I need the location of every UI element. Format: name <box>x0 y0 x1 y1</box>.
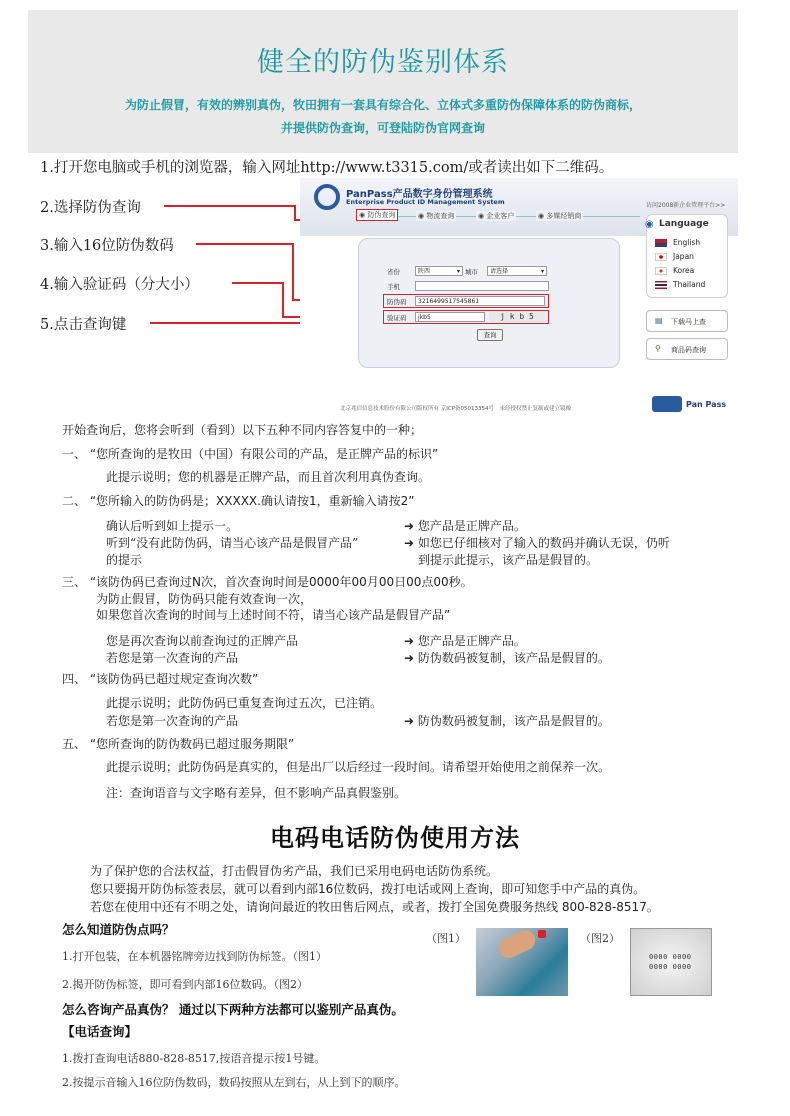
panpass-brand: PanPass产品数字身份管理系统 <box>346 189 493 200</box>
phone-step-1: 1.拨打查询电话880-828-8517,按语音提示按1号键。 <box>62 1052 326 1065</box>
lang-japan[interactable]: Japan <box>673 252 694 261</box>
panpass-footer-text: Pan Pass <box>686 400 727 409</box>
step-3: 3.输入16位防伪数码 <box>40 238 174 254</box>
fig2-code-line-2: 0000 0000 <box>649 963 692 971</box>
result-1-title: 一、 “您所查询的是牧田（中国）有限公司的产品，是正牌产品的标识” <box>62 447 439 461</box>
result-4-title: 四、 “该防伪码已超过规定查询次数” <box>62 672 259 686</box>
query-form <box>358 238 620 368</box>
figure-1-image <box>476 928 568 996</box>
label-red-mark <box>538 930 546 938</box>
section-2-p2: 您只要揭开防伪标签表层，就可以看到内部16位数码，拨打电话或网上查询，即可知您手中产品的真伪。 <box>90 882 646 896</box>
city-label: 城市 <box>465 268 478 276</box>
result-3-line-3: 如果您首次查询的时间与上述时间不符，请当心该产品是假冒产品” <box>96 608 451 622</box>
nav-tab-label: 物流查询 <box>426 212 455 220</box>
download-icon: ▤ <box>655 316 663 325</box>
pointer-vline-2 <box>294 205 296 219</box>
download-button-label: 下载马上查 <box>671 318 706 326</box>
province-value: 陕西 <box>418 268 431 275</box>
province-select[interactable] <box>415 266 463 276</box>
japan-flag-icon <box>655 253 667 261</box>
captcha-image: j k b 5 <box>489 311 545 322</box>
nav-tab-label: 防伪查询 <box>367 211 396 219</box>
download-button[interactable] <box>646 310 728 332</box>
code-label: 防伪码 <box>387 298 407 306</box>
panpass-footer-logo-icon <box>652 396 682 412</box>
step-s1: 1.打开包装，在本机器铭牌旁边找到防伪标签。（图1） <box>62 950 327 963</box>
header-banner <box>28 10 738 153</box>
pointer-line-3 <box>196 243 292 245</box>
visit-link[interactable]: 访问2008新企业管理平台>> <box>646 202 726 209</box>
page-title: 健全的防伪鉴别体系 <box>257 47 509 78</box>
nav-tab-logistics[interactable]: ◉ 物流查询 <box>418 212 455 220</box>
nav-tab-label: 企业客户 <box>486 212 515 220</box>
figure-2-image <box>630 928 712 996</box>
result-3-a-right: ➜ 您产品是正牌产品。 <box>404 634 526 648</box>
language-title: Language <box>659 219 709 229</box>
pointer-vline-4 <box>282 282 284 318</box>
step-1: 1.打开您电脑或手机的浏览器，输入网址http://www.t3315.com/或者读出如下二维码。 <box>40 160 614 176</box>
language-panel <box>646 214 728 298</box>
phone-query-title: 【电话查询】 <box>62 1024 138 1039</box>
city-select[interactable] <box>487 266 547 276</box>
phone-step-2: 2.按提示音输入16位防伪数码，数码按照从左到右，从上到下的顺序。 <box>62 1076 406 1089</box>
phone-label: 手机 <box>387 283 400 291</box>
panpass-logo-icon <box>314 184 340 210</box>
city-value: 请选择 <box>490 268 509 275</box>
section-2-p3: 若您在使用中还有不明之处，请询问最近的牧田售后网点，或者，拨打全国免费服务热线 800-828-8517。 <box>90 900 659 914</box>
section-2-title: 电码电话防伪使用方法 <box>270 823 520 852</box>
result-2-b-right: ➜ 如您已仔细核对了输入的数码并确认无误，仍听 <box>404 536 670 550</box>
pointer-line-4 <box>232 282 282 284</box>
lang-korea[interactable]: Korea <box>673 266 695 275</box>
chevron-down-icon: ▾ <box>456 268 460 275</box>
step-4: 4.输入验证码（分大小） <box>40 277 199 293</box>
result-4-desc: 此提示说明；此防伪码已重复查询过五次，已注销。 <box>106 696 383 710</box>
captcha-label: 验证码 <box>387 314 407 322</box>
product-code-button-label: 商品码查询 <box>671 346 706 354</box>
korea-flag-icon <box>655 267 667 275</box>
globe-icon: ◉ <box>645 219 654 230</box>
chevron-down-icon: ▾ <box>540 268 544 275</box>
thailand-flag-icon <box>655 281 667 289</box>
result-3-line-2: 为防止假冒，防伪码只能有效查询一次， <box>96 592 313 606</box>
subtitle-line-1: 为防止假冒，有效的辨别真伪，牧田拥有一套具有综合化、立体式多重防伪保障体系的防伪商标， <box>124 98 641 112</box>
question-1: 怎么知道防伪点吗？ <box>62 922 175 937</box>
result-3-b-left: 若您是第一次查询的产品 <box>106 651 239 665</box>
figure-1-label: （图1） <box>426 932 466 945</box>
result-1-desc: 此提示说明；您的机器是正牌产品，而且首次利用真伪查询。 <box>106 470 431 484</box>
result-5-desc: 此提示说明；此防伪码是真实的，但是出厂以后经过一段时间。请希望开始使用之前保养一次。 <box>106 760 611 774</box>
step-5: 5.点击查询键 <box>40 317 127 333</box>
result-2-a-left: 确认后听到如上提示一。 <box>106 519 239 533</box>
nav-tab-anti-fake[interactable]: ◉ 防伪查询 <box>356 209 398 221</box>
result-2-b-left-2: 的提示 <box>106 553 143 567</box>
result-2-a-right: ➜ 您产品是正牌产品。 <box>404 519 526 533</box>
figure-2-label: （图2） <box>580 932 620 945</box>
result-2-b-right-2: 到提示此提示，该产品是假冒的。 <box>418 553 599 567</box>
query-button[interactable]: 查询 <box>477 329 503 341</box>
result-3-title: 三、 “该防伪码已查询过N次，首次查询时间是0000年00月00日00点00秒。 <box>62 575 473 589</box>
result-3-b-right: ➜ 防伪数码被复制，该产品是假冒的。 <box>404 651 610 665</box>
captcha-input[interactable]: jkb5 <box>415 312 485 322</box>
section-2-p1: 为了保护您的合法权益，打击假冒伪劣产品，我们已采用电码电话防伪系统。 <box>90 864 499 878</box>
subtitle-line-2: 并提供防伪查询，可登陆防伪官网查询 <box>280 121 485 135</box>
panpass-brand-sub: Enterprise Product ID Management System <box>346 198 505 206</box>
step-2: 2.选择防伪查询 <box>40 200 141 216</box>
pointer-line-2 <box>164 205 294 207</box>
lang-english[interactable]: English <box>673 238 701 247</box>
code-input[interactable]: 3216499517545861 <box>415 296 545 306</box>
result-4-b-left: 若您是第一次查询的产品 <box>106 714 239 728</box>
product-code-button[interactable] <box>646 338 728 360</box>
result-2-title: 二、 “您所输入的防伪码是；XXXXX.确认请按1，重新输入请按2” <box>62 494 415 508</box>
nav-tab-label: 多媒经销商 <box>546 212 582 220</box>
results-intro: 开始查询后，您将会听到（看到）以下五种不同内容答复中的一种； <box>62 423 423 437</box>
result-5-title: 五、 “您所查询的防伪数码已超过服务期限” <box>62 737 295 751</box>
phone-input[interactable] <box>415 281 549 291</box>
result-2-b-left: 听到“没有此防伪码，请当心该产品是假冒产品” <box>106 536 359 550</box>
nav-tab-enterprise[interactable]: ◉ 企业客户 <box>478 212 515 220</box>
lang-thailand[interactable]: Thailand <box>673 280 706 289</box>
result-4-b-right: ➜ 防伪数码被复制，该产品是假冒的。 <box>404 714 610 728</box>
panpass-screenshot <box>300 178 738 414</box>
results-note: 注：查询语音与文字略有差异，但不影响产品真假鉴别。 <box>106 786 407 800</box>
us-flag-icon <box>655 239 667 247</box>
finger-shape <box>496 928 539 961</box>
question-2: 怎么咨询产品真伪？ 通过以下两种方法都可以鉴别产品真伪。 <box>62 1002 404 1017</box>
nav-tab-dealer[interactable]: ◉ 多媒经销商 <box>538 212 582 220</box>
province-label: 省份 <box>387 268 400 276</box>
result-3-a-left: 您是再次查询以前查询过的正牌产品 <box>106 634 299 648</box>
screenshot-footer: 北京兆信信息技术股份有限公司版权所有 京ICP备05013354号 未经授权禁止复制或建立镜像 <box>340 406 572 412</box>
step-s2: 2.揭开防伪标签，即可看到内部16位数码。（图2） <box>62 978 308 991</box>
search-icon: ⚲ <box>655 344 661 353</box>
pointer-vline-3 <box>292 243 294 301</box>
fig2-code-line-1: 0000 0000 <box>649 953 692 961</box>
